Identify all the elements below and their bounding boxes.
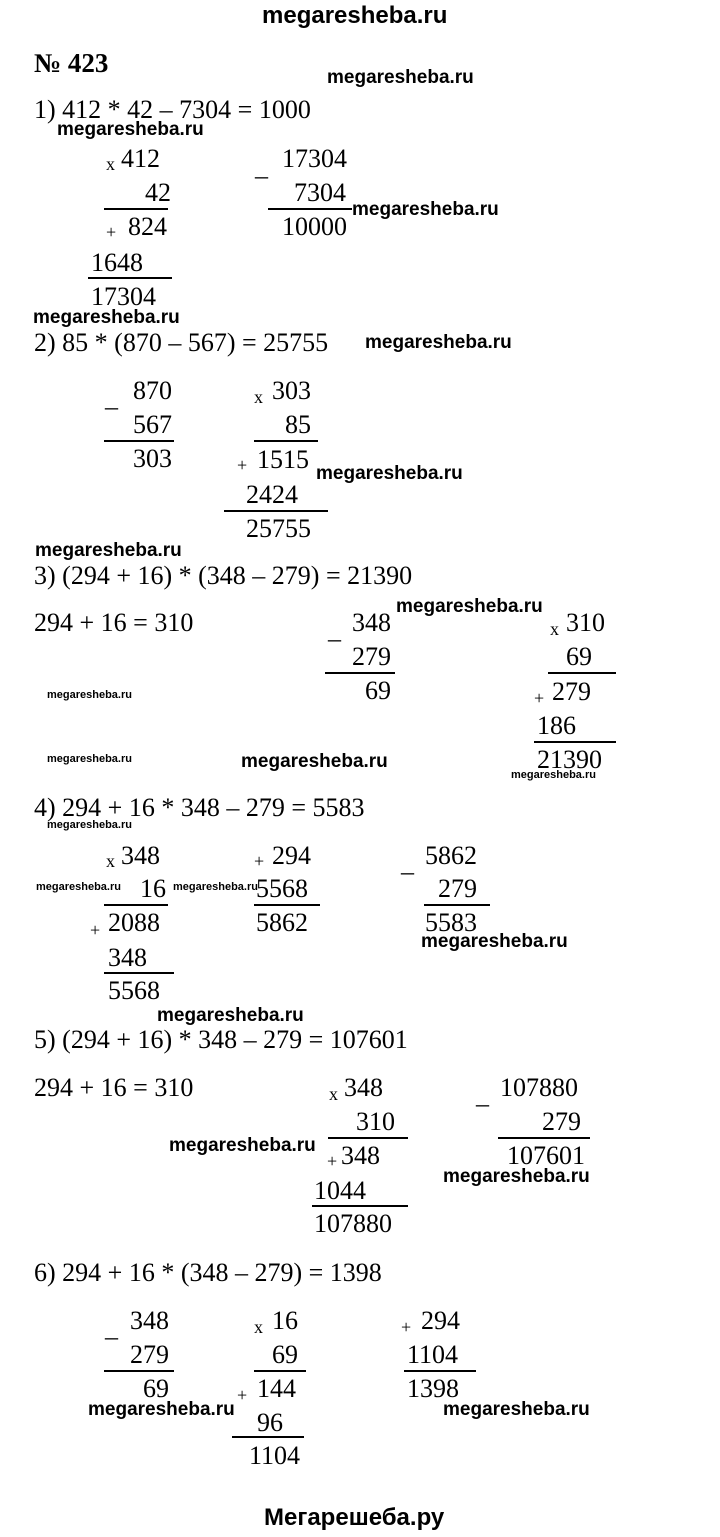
watermark: megaresheba.ru	[241, 751, 388, 772]
multiply-sign: x	[550, 619, 559, 639]
p4-add-operand-1: 294	[272, 841, 311, 870]
p2-mul-operand-1: 303	[272, 376, 311, 405]
p3-sub-subtrahend: 279	[352, 642, 391, 671]
p4-add-operand-2: 5568	[256, 874, 308, 903]
watermark: megaresheba.ru	[511, 769, 596, 781]
rule-line	[232, 1436, 304, 1438]
p4-sub-subtrahend: 279	[438, 874, 477, 903]
p3-sub-minuend: 348	[352, 608, 391, 637]
p1-mul-operand-2: 42	[145, 178, 171, 207]
p6-partial-1: 144	[257, 1374, 296, 1403]
rule-line	[88, 277, 172, 279]
watermark: megaresheba.ru	[443, 1166, 590, 1187]
watermark: megaresheba.ru	[327, 67, 474, 88]
rule-line	[498, 1137, 590, 1139]
p2-partial-1: 1515	[257, 445, 309, 474]
p1-sub-minuend: 17304	[282, 144, 347, 173]
rule-line	[254, 1370, 306, 1372]
p5-sub-result: 107601	[507, 1141, 585, 1170]
minus-sign: _	[105, 383, 118, 412]
plus-sign: +	[534, 688, 545, 708]
p6-add-operand-1: 294	[421, 1306, 460, 1335]
p6-add-result: 1398	[407, 1374, 459, 1403]
p1-mul-result: 17304	[91, 282, 156, 311]
watermark: megaresheba.ru	[88, 1399, 235, 1420]
p3-mul-operand-2: 69	[566, 642, 592, 671]
minus-sign: _	[255, 152, 268, 181]
watermark: megaresheba.ru	[57, 119, 204, 140]
watermark: megaresheba.ru	[47, 689, 132, 701]
rule-line	[254, 904, 320, 906]
plus-sign: +	[106, 222, 117, 242]
problem-5-equation: 5) (294 + 16) * 348 – 279 = 107601	[34, 1025, 408, 1054]
watermark: megaresheba.ru	[316, 463, 463, 484]
rule-line	[424, 904, 490, 906]
watermark: megaresheba.ru	[169, 1135, 316, 1156]
rule-line	[254, 440, 318, 442]
rule-line	[104, 440, 174, 442]
minus-sign: _	[476, 1080, 489, 1109]
rule-line	[404, 1370, 476, 1372]
p2-partial-2: 2424	[246, 480, 298, 509]
rule-line	[104, 1370, 174, 1372]
problem-6-equation: 6) 294 + 16 * (348 – 279) = 1398	[34, 1258, 382, 1287]
p6-add-operand-2: 1104	[407, 1340, 459, 1369]
multiply-sign: x	[254, 1317, 263, 1337]
multiply-sign: x	[329, 1084, 338, 1104]
problem-number: № 423	[34, 48, 109, 78]
watermark: megaresheba.ru	[47, 819, 132, 831]
p5-mul-result: 107880	[314, 1209, 392, 1238]
p6-mul-result: 1104	[249, 1441, 301, 1470]
p2-mul-operand-2: 85	[285, 410, 311, 439]
footer-site-name: Мегарешеба.ру	[264, 1504, 445, 1531]
watermark: megaresheba.ru	[35, 540, 182, 561]
rule-line	[224, 510, 328, 512]
p5-partial-1: 348	[341, 1141, 380, 1170]
p1-mul-operand-1: 412	[121, 144, 160, 173]
watermark: megaresheba.ru	[173, 881, 258, 893]
p5-mul-operand-1: 348	[344, 1073, 383, 1102]
p3-sub-result: 69	[365, 676, 391, 705]
watermark: megaresheba.ru	[421, 931, 568, 952]
p3-partial-1: 279	[552, 677, 591, 706]
plus-sign: +	[401, 1317, 412, 1337]
p1-sub-result: 10000	[282, 212, 347, 241]
p6-mul-operand-2: 69	[272, 1340, 298, 1369]
p5-mul-operand-2: 310	[356, 1107, 395, 1136]
watermark: megaresheba.ru	[443, 1399, 590, 1420]
watermark: megaresheba.ru	[365, 332, 512, 353]
p3-mul-operand-1: 310	[566, 608, 605, 637]
p1-partial-1: 824	[128, 212, 167, 241]
p3-step: 294 + 16 = 310	[34, 608, 194, 637]
watermark: megaresheba.ru	[36, 881, 121, 893]
plus-sign: +	[90, 920, 101, 940]
p4-mul-operand-2: 16	[140, 874, 166, 903]
rule-line	[312, 1205, 408, 1207]
p4-mul-result: 5568	[108, 976, 160, 1005]
rule-line	[534, 741, 616, 743]
rule-line	[104, 904, 168, 906]
rule-line	[104, 208, 168, 210]
minus-sign: _	[328, 615, 341, 644]
p6-sub-minuend: 348	[130, 1306, 169, 1335]
watermark: megaresheba.ru	[33, 307, 180, 328]
p4-mul-operand-1: 348	[121, 841, 160, 870]
p3-mul-result: 21390	[537, 745, 602, 774]
problem-3-equation: 3) (294 + 16) * (348 – 279) = 21390	[34, 561, 413, 590]
p2-sub-minuend: 870	[133, 376, 172, 405]
p5-partial-2: 1044	[314, 1176, 366, 1205]
plus-sign: +	[237, 455, 248, 475]
minus-sign: _	[401, 848, 414, 877]
p6-mul-operand-1: 16	[272, 1306, 298, 1335]
p4-partial-2: 348	[108, 943, 147, 972]
p3-partial-2: 186	[537, 711, 576, 740]
rule-line	[268, 208, 352, 210]
rule-line	[548, 672, 616, 674]
p4-sub-result: 5583	[425, 908, 477, 937]
problem-4-equation: 4) 294 + 16 * 348 – 279 = 5583	[34, 793, 365, 822]
rule-line	[325, 672, 395, 674]
p4-partial-1: 2088	[108, 908, 160, 937]
problem-2-equation: 2) 85 * (870 – 567) = 25755	[34, 328, 329, 357]
site-header: megaresheba.ru	[262, 2, 448, 29]
p6-sub-subtrahend: 279	[130, 1340, 169, 1369]
minus-sign: _	[105, 1313, 118, 1342]
p5-sub-subtrahend: 279	[542, 1107, 581, 1136]
p4-sub-minuend: 5862	[425, 841, 477, 870]
multiply-sign: x	[254, 387, 263, 407]
p2-sub-subtrahend: 567	[133, 410, 172, 439]
p6-sub-result: 69	[143, 1374, 169, 1403]
watermark: megaresheba.ru	[352, 199, 499, 220]
multiply-sign: x	[106, 851, 115, 871]
p1-partial-2: 1648	[91, 248, 143, 277]
problem-1-equation: 1) 412 * 42 – 7304 = 1000	[34, 95, 311, 124]
plus-sign: +	[237, 1385, 248, 1405]
rule-line	[328, 1137, 408, 1139]
p6-partial-2: 96	[257, 1408, 283, 1437]
p1-sub-subtrahend: 7304	[294, 178, 346, 207]
watermark: megaresheba.ru	[396, 596, 543, 617]
p4-add-result: 5862	[256, 908, 308, 937]
p5-step: 294 + 16 = 310	[34, 1073, 194, 1102]
rule-line	[104, 972, 174, 974]
watermark: megaresheba.ru	[47, 753, 132, 765]
p2-sub-result: 303	[133, 444, 172, 473]
multiply-sign: x	[106, 154, 115, 174]
watermark: megaresheba.ru	[157, 1005, 304, 1026]
p5-sub-minuend: 107880	[500, 1073, 578, 1102]
p2-mul-result: 25755	[246, 514, 311, 543]
plus-sign: +	[254, 851, 265, 871]
plus-sign: +	[327, 1151, 338, 1171]
